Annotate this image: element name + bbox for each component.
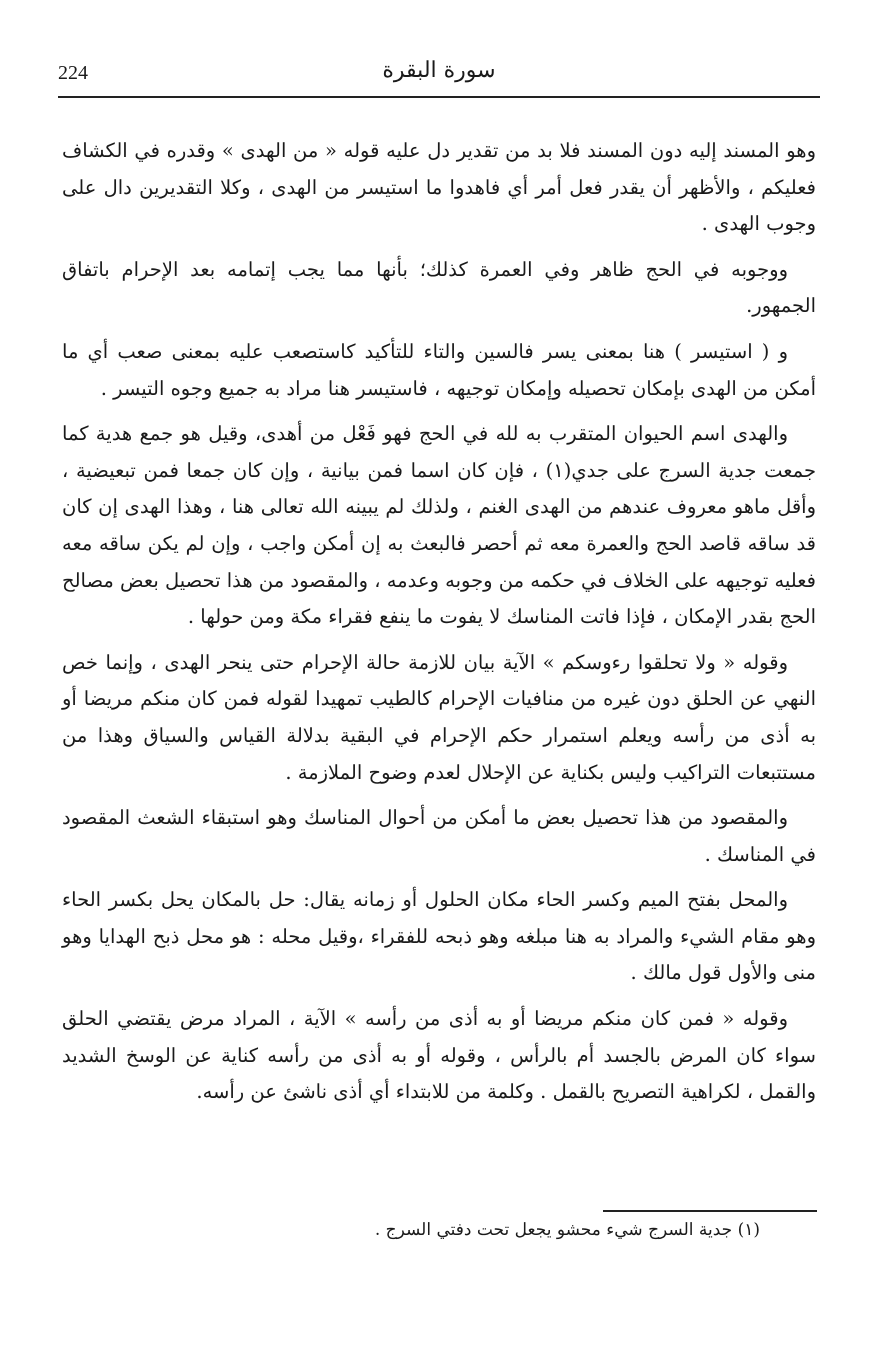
paragraph: و ( استيسر ) هنا بمعنى يسر فالسين والتاء للتأكيد كاستصعب عليه بمعنى صعب أي ما أمكن من الهدى بإمكان تحصيله وإمكان توجيهه ، فاستيسر هنا مراد به جميع وجوه التيسر . <box>62 339 816 400</box>
paragraph: وقوله « ولا تحلقوا رءوسكم » الآية بيان للازمة حالة الإحرام حتى ينحر الهدى ، وإنما خص النهي عن الحلق دون غيره من منافيات الإحرام كالطيب تمهيدا لقوله فمن كان منكم مريضا أو به أذى من رأسه ويعلم استمرار حكم الإحرام في البقية بدلالة القياس والسياق وهذا من مستتبعات التراكيب وليس بكناية عن الإحلال لعدم وضوح الملازمة . <box>62 650 816 784</box>
paragraph: وقوله « فمن كان منكم مريضا أو به أذى من رأسه » الآية ، المراد مرض يقتضي الحلق سواء كان المرض بالجسد أم بالرأس ، وقوله أو به أذى من رأسه كناية عن الوسخ الشديد والقمل ، لكراهية التصريح بالقمل . وكلمة من للابتداء أي أذى ناشئ عن رأسه. <box>62 1007 816 1104</box>
page-header <box>58 52 820 98</box>
footnote-divider <box>603 1210 817 1212</box>
paragraph: والهدى اسم الحيوان المتقرب به لله في الحج فهو فَعْل من أهدى، وقيل هو جمع هدية كما جمعت جدية السرج على جدي(١) ، فإن كان اسما فمن بيانية ، وإن كان جمعا فمن تبعيضية ، وأقل ماهو معروف عندهم من الهدى الغنم ، ولذلك لم يبينه الله تعالى هنا ، وهذا الهدى إن كان قد ساقه قاصد الحج والعمرة معه ثم أحصر فالبعث به إن أمكن واجب ، وإن لم يكن ساقه معه فعليه توجيهه على الخلاف في حكمه من وجوبه وعدمه ، والمقصود من هذا تحصيل بعض مصالح الحج بقدر الإمكان ، فإذا فاتت المناسك لا يفوت ما ينفع فقراء مكة ومن حولها . <box>62 422 816 629</box>
paragraph: ووجوبه في الحج ظاهر وفي العمرة كذلك؛ بأنها مما يجب إتمامه بعد الإحرام باتفاق الجمهور. <box>62 257 816 318</box>
body-text <box>62 133 816 1120</box>
paragraph: والمقصود من هذا تحصيل بعض ما أمكن من أحوال المناسك وهو استبقاء الشعث المقصود في المناسك . <box>62 806 816 866</box>
page-number: 224 <box>58 62 88 84</box>
surah-title: سورة البقرة <box>382 58 496 83</box>
footnote: (١) جدية السرج شيء محشو يجعل تحت دفتي السرج . <box>374 1220 760 1240</box>
paragraph: وهو المسند إليه دون المسند فلا بد من تقدير دل عليه قوله « من الهدى » وقدره في الكشاف فعليكم ، والأظهر أن يقدر فعل أمر أي فاهدوا ما استيسر من الهدى ، وكلا التقديرين دال على وجوب الهدى . <box>62 139 816 236</box>
paragraph: والمحل بفتح الميم وكسر الحاء مكان الحلول أو زمانه يقال: حل بالمكان يحل بكسر الحاء وهو مقام الشيء والمراد به هنا مبلغه وهو ذبحه للفقراء ،وقيل محله : هو محل ذبح الهدايا وهو منى والأول قول مالك . <box>62 888 816 985</box>
